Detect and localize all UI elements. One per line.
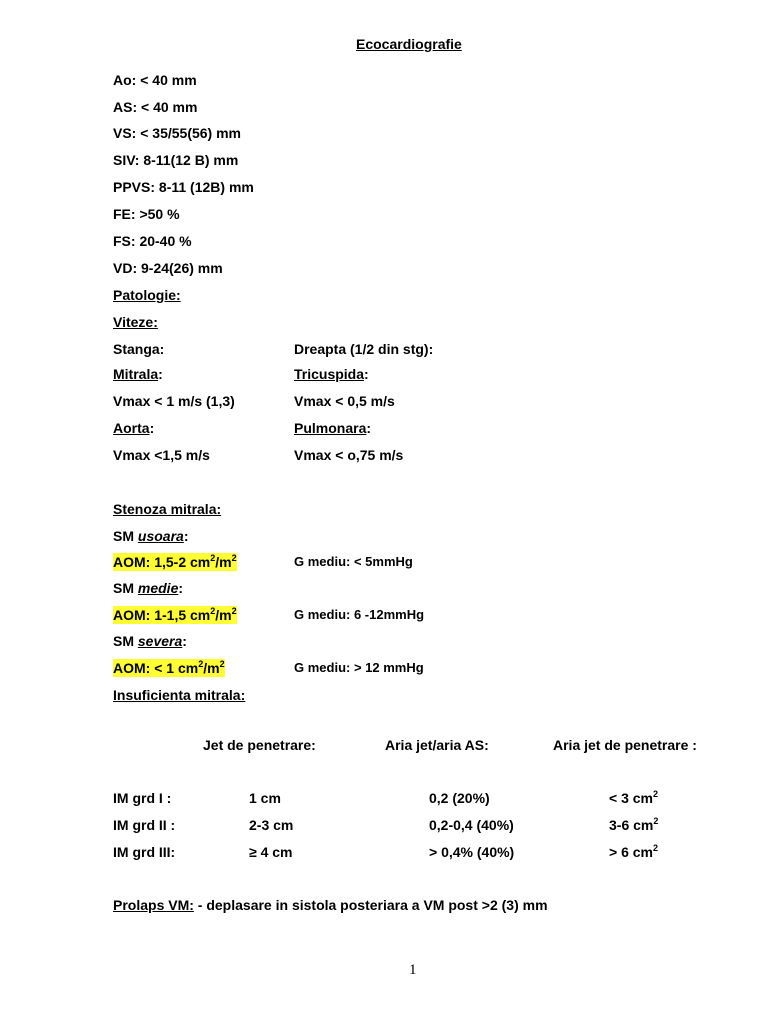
- im-aria: > 0,4% (40%): [429, 844, 515, 860]
- im-jet: 2-3 cm: [249, 817, 294, 833]
- normal-value-fs: FS: 20-40 %: [113, 233, 192, 249]
- column-header-aria-jet: Aria jet de penetrare :: [553, 737, 697, 753]
- vmax-aorta: Vmax <1,5 m/s: [113, 447, 210, 463]
- colon: :: [149, 420, 155, 436]
- aorta-label: [113, 419, 154, 437]
- g-mediu-usoara: G mediu: < 5mmHg: [294, 554, 413, 569]
- im-grade: IM grd III:: [113, 844, 176, 860]
- severa-text: severa: [137, 633, 183, 649]
- mitrala-label: [113, 365, 163, 383]
- sm-prefix: SM: [113, 528, 138, 544]
- normal-value-as: AS: < 40 mm: [113, 99, 198, 115]
- normal-value-fe: FE: >50 %: [113, 206, 180, 222]
- stenoza-heading: Stenoza mitrala:: [113, 501, 222, 517]
- normal-value-vd: VD: 9-24(26) mm: [113, 260, 223, 276]
- patologie-heading: Patologie:: [113, 287, 181, 303]
- page-title: Ecocardiografie: [356, 36, 462, 52]
- aom-severa: AOM: < 1 $cm^2/m^2$: [113, 659, 225, 676]
- vmax-tricuspida: Vmax < 0,5 m/s: [294, 393, 395, 409]
- aorta-text: Aorta: [113, 420, 150, 436]
- prolaps-text: - deplasare in sistola posteriara a VM post >2 (3) mm: [193, 897, 548, 913]
- sm-prefix: SM: [113, 633, 138, 649]
- colon: :: [158, 366, 163, 382]
- colon: :: [183, 528, 189, 544]
- column-header-aria: Aria jet/aria AS:: [385, 737, 489, 753]
- im-grade: IM grd I :: [113, 790, 172, 806]
- im-aria: 0,2-0,4 (40%): [429, 817, 514, 833]
- sm-prefix: SM: [113, 580, 138, 596]
- aom-medie: AOM: 1-1,5 $cm^2/m^2$: [113, 606, 237, 623]
- dreapta-label: Dreapta (1/2 din stg):: [294, 341, 434, 357]
- im-aria-jet: > 6 $cm^2$: [609, 843, 658, 860]
- normal-value-ppvs: PPVS: 8-11 (12B) mm: [113, 179, 254, 195]
- usoara-text: usoara: [137, 528, 184, 544]
- colon: :: [364, 366, 369, 382]
- colon: :: [182, 633, 187, 649]
- g-mediu-medie: G mediu: 6 -12mmHg: [294, 607, 425, 622]
- vmax-mitrala: Vmax < 1 m/s (1,3): [113, 393, 235, 409]
- im-jet: ≥ 4 cm: [249, 844, 293, 860]
- viteze-heading: Viteze:: [113, 314, 158, 330]
- medie-text: medie: [137, 580, 179, 596]
- sm-severa-label: [113, 632, 187, 650]
- pulmonara-label: [294, 419, 371, 437]
- page-number: 1: [409, 962, 417, 978]
- im-aria-jet: < 3 $cm^2$: [609, 789, 658, 806]
- pulmonara-text: Pulmonara: [294, 420, 367, 436]
- im-aria-jet: 3-6 $cm^2$: [609, 816, 659, 833]
- prolaps-label: Prolaps VM:: [113, 897, 194, 913]
- im-aria: 0,2 (20%): [429, 790, 490, 806]
- tricuspida-text: Tricuspida: [294, 366, 365, 382]
- stanga-label: Stanga:: [113, 341, 165, 357]
- mitrala-text: Mitrala: [113, 366, 159, 382]
- colon: :: [178, 580, 184, 596]
- g-mediu-severa: G mediu: > 12 mmHg: [294, 660, 424, 675]
- column-header-jet: Jet de penetrare:: [203, 737, 316, 753]
- im-jet: 1 cm: [249, 790, 281, 806]
- normal-value-siv: SIV: 8-11(12 B) mm: [113, 152, 239, 168]
- prolaps-line: [113, 896, 548, 914]
- sm-usoara-label: [113, 527, 188, 545]
- tricuspida-label: [294, 365, 369, 383]
- aom-usoara: AOM: 1,5-2 $cm^2/m^2$: [113, 553, 237, 570]
- sm-medie-label: [113, 579, 183, 597]
- im-grade: IM grd II :: [113, 817, 176, 833]
- vmax-pulmonara: Vmax < o,75 m/s: [294, 447, 404, 463]
- normal-value-vs: VS: < 35/55(56) mm: [113, 125, 242, 141]
- colon: :: [366, 420, 372, 436]
- normal-value-ao: Ao: < 40 mm: [113, 72, 197, 88]
- insuficienta-heading: Insuficienta mitrala:: [113, 687, 246, 703]
